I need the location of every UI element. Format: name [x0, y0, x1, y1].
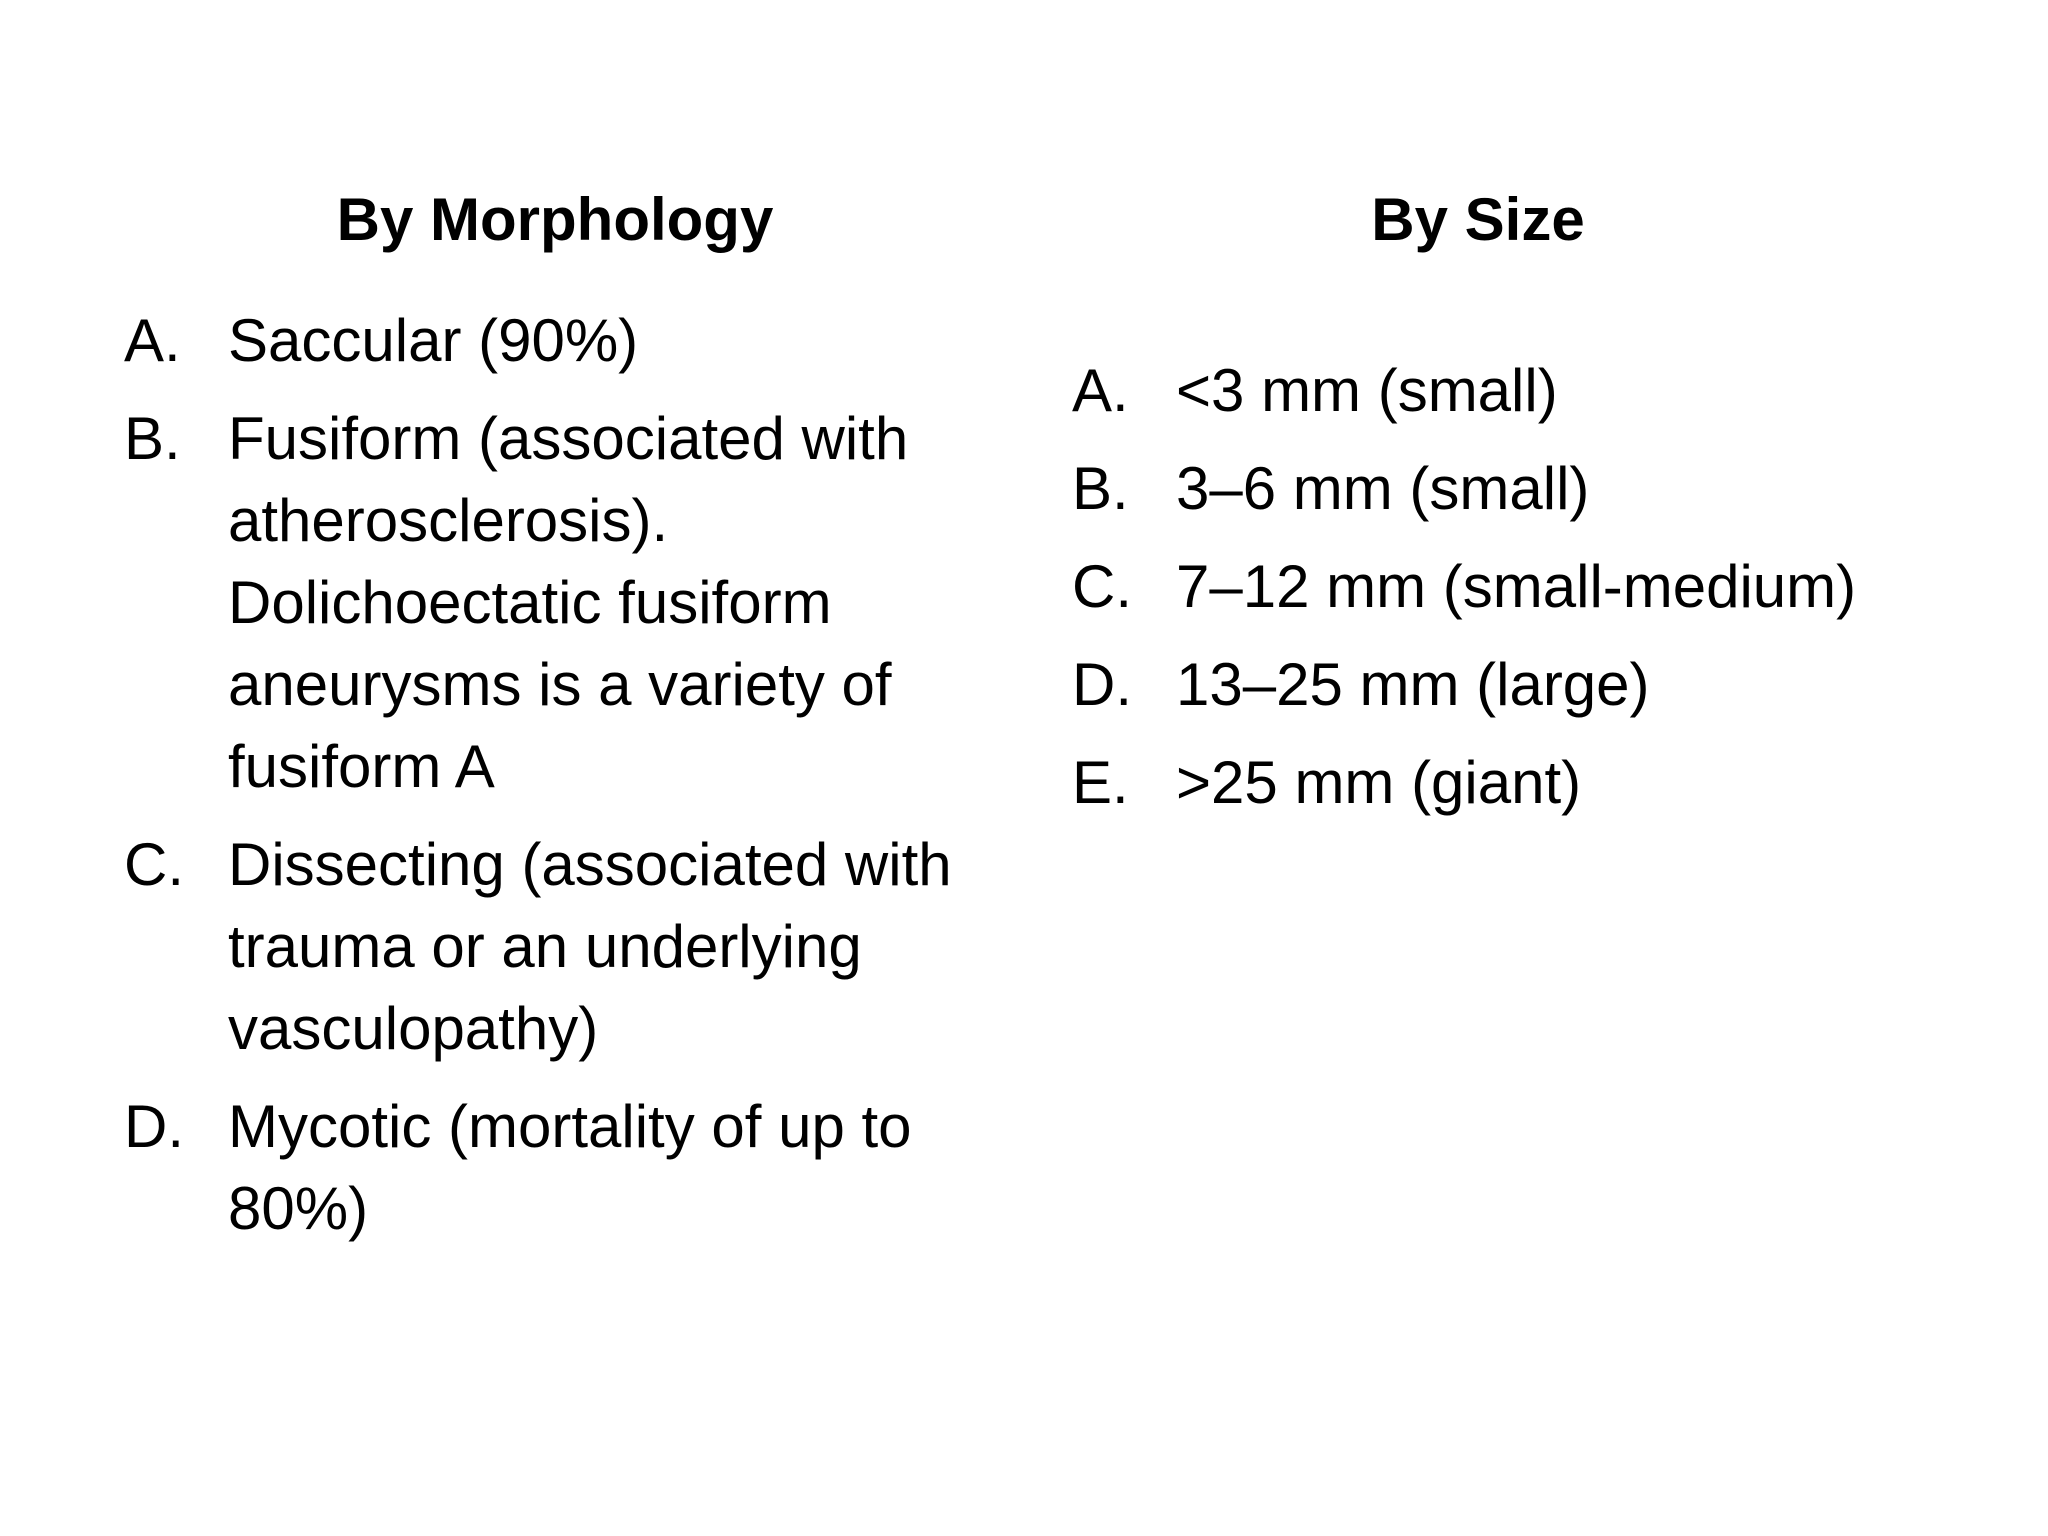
list-item-text: 7–12 mm (small-medium) — [1176, 553, 1857, 620]
size-heading: By Size — [1371, 186, 1585, 253]
list-marker: A. — [1072, 357, 1129, 424]
list-item-text: 3–6 mm (small) — [1176, 455, 1590, 522]
list-marker: B. — [1072, 455, 1129, 522]
list-item — [120, 824, 1000, 1070]
list-item — [120, 1086, 1000, 1250]
size-list — [1068, 350, 2008, 840]
list-item-text: Mycotic (mortality of up to 80%) — [228, 1093, 912, 1242]
list-marker: A. — [124, 307, 181, 374]
list-item — [1068, 644, 2008, 726]
list-item-text: Dissecting (associated with trauma or an underlying vasculopathy) — [228, 831, 952, 1062]
list-marker: C. — [1072, 553, 1132, 620]
list-item-text: Fusiform (associated with atherosclerosis). Dolichoectatic fusiform aneurysms is a variety of fusiform A — [228, 405, 909, 800]
list-item-text: Saccular (90%) — [228, 307, 639, 374]
list-marker: C. — [124, 831, 184, 898]
list-marker: D. — [1072, 651, 1132, 718]
morphology-list — [120, 300, 1000, 1266]
list-marker: E. — [1072, 749, 1129, 816]
list-item — [1068, 742, 2008, 824]
list-item — [1068, 546, 2008, 628]
morphology-heading: By Morphology — [336, 186, 774, 253]
list-item-text: >25 mm (giant) — [1176, 749, 1582, 816]
list-marker: D. — [124, 1093, 184, 1160]
list-marker: B. — [124, 405, 181, 472]
list-item — [120, 300, 1000, 382]
list-item-text: 13–25 mm (large) — [1176, 651, 1650, 718]
list-item-text: <3 mm (small) — [1176, 357, 1558, 424]
list-item — [1068, 350, 2008, 432]
list-item — [1068, 448, 2008, 530]
list-item — [120, 398, 1000, 808]
